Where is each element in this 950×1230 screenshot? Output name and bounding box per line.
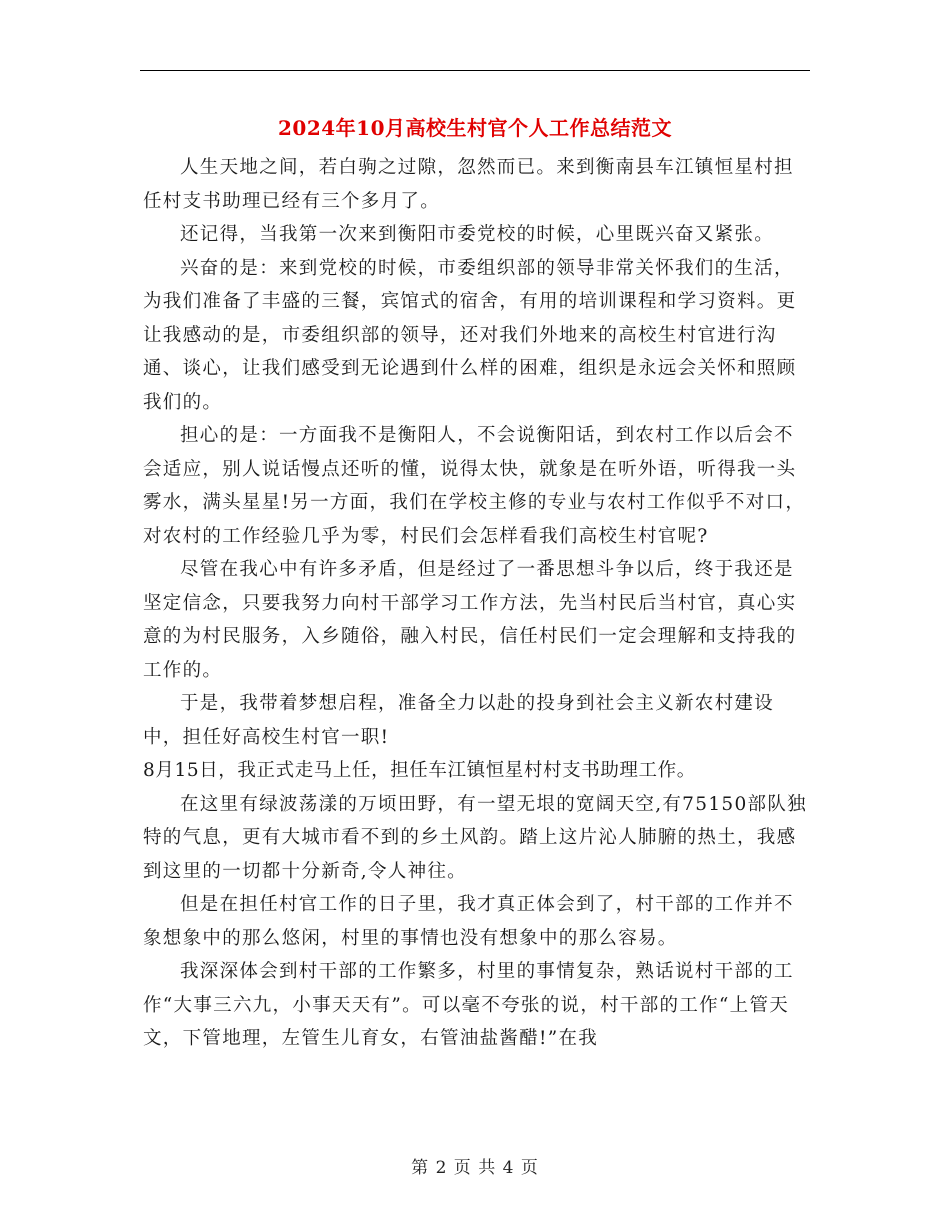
paragraph: 担心的是：一方面我不是衡阳人，不会说衡阳话，到农村工作以后会不会适应，别人说话慢点还听的懂，说得太快，就象是在听外语，听得我一头雾水，满头星星!另一方面，我们在学校主修的专业与农村工作似乎不对口，对农村的工作经验几乎为零，村民们会怎样看我们高校生村官呢? — [143, 425, 806, 547]
paragraph: 8月15日，我正式走马上任，担任车江镇恒星村村支书助理工作。 — [143, 760, 696, 781]
paragraph: 尽管在我心中有许多矛盾，但是经过了一番思想斗争以后，终于我还是坚定信念，只要我努力向村干部学习工作方法，先当村民后当村官，真心实意的为村民服务，入乡随俗，融入村民，信任村民们一定会理解和支持我的工作的。 — [143, 559, 797, 681]
document-title: 2024年10月高校生村官个人工作总结范文 — [278, 116, 672, 140]
paragraph: 但是在担任村官工作的日子里，我才真正体会到了，村干部的工作并不象想象中的那么悠闲，村里的事情也没有想象中的那么容易。 — [143, 894, 794, 949]
paragraph: 人生天地之间，若白驹之过隙，忽然而已。来到衡南县车江镇恒星村担任村支书助理已经有三个多月了。 — [143, 157, 794, 212]
paragraph: 还记得，当我第一次来到衡阳市委党校的时候，心里既兴奋又紧张。 — [180, 224, 775, 245]
paragraph: 在这里有绿波荡漾的万顷田野，有一望无垠的宽阔天空,有75150部队独特的气息，更有大城市看不到的乡土风韵。踏上这片沁人肺腑的热土，我感到这里的一切都十分新奇,令人神往。 — [143, 793, 807, 882]
header-rule — [140, 70, 810, 71]
document-body — [143, 151, 811, 1056]
paragraph: 我深深体会到村干部的工作繁多，村里的事情复杂，熟话说村干部的工作“大事三六九，小事天天有”。可以毫不夸张的说，村干部的工作“上管天文，下管地理，左管生儿育女，右管油盐酱醋!”在我 — [143, 961, 794, 1049]
paragraph: 于是，我带着梦想启程，准备全力以赴的投身到社会主义新农村建设中，担任好高校生村官一职! — [143, 693, 775, 748]
paragraph: 兴奋的是：来到党校的时候，市委组织部的领导非常关怀我们的生活，为我们准备了丰盛的三餐，宾馆式的宿舍，有用的培训课程和学习资料。更让我感动的是，市委组织部的领导，还对我们外地来的高校生村官进行沟通、谈心，让我们感受到无论遇到什么样的困难，组织是永远会关怀和照顾我们的。 — [143, 257, 797, 413]
page-number-footer: 第 2 页 共 4 页 — [411, 1158, 539, 1178]
